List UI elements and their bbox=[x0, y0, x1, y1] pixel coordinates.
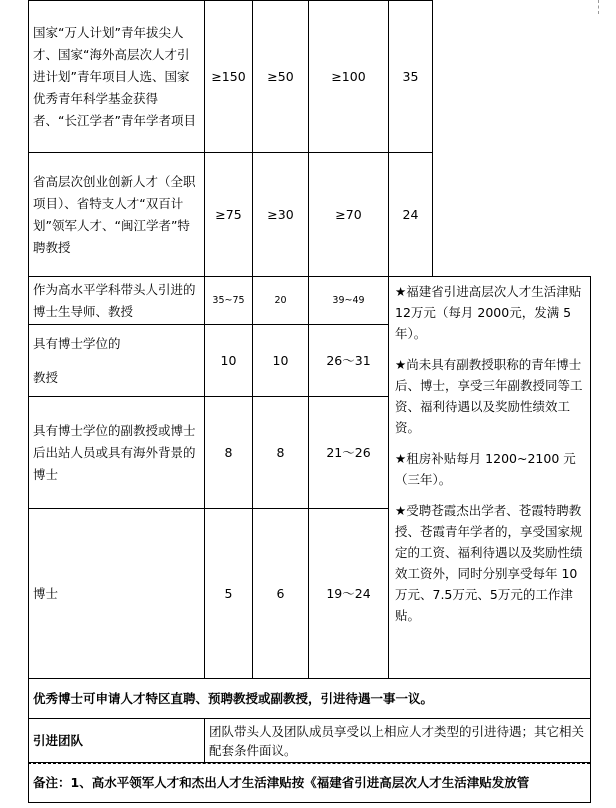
category-cell: 博士 bbox=[29, 509, 205, 679]
value-cell: ≥150 bbox=[205, 1, 253, 153]
value-cell: ≥30 bbox=[253, 153, 309, 277]
category-cell bbox=[29, 325, 205, 397]
dashed-edge bbox=[598, 0, 599, 14]
value-cell: 24 bbox=[389, 153, 433, 277]
value-cell: 21～26 bbox=[309, 397, 389, 509]
table-row bbox=[29, 277, 591, 325]
benefits-cell bbox=[389, 277, 591, 679]
value-cell: 8 bbox=[253, 397, 309, 509]
category-cell: 国家“万人计划”青年拔尖人才、国家“海外高层次人才引进计划”青年项目人选、国家优秀青年科学基金获得者、“长江学者”青年学者项目 bbox=[29, 1, 205, 153]
category-line: 教授 bbox=[33, 369, 59, 385]
value-cell: 39~49 bbox=[309, 277, 389, 325]
dashed-divider bbox=[28, 763, 590, 764]
footnote: 备注：1、高水平领军人才和杰出人才生活津贴按《福建省引进高层次人才生活津贴发放管 bbox=[29, 763, 591, 803]
benefit-item: ★受聘苍霞杰出学者、苍霞特聘教授、苍霞青年学者的，享受国家规定的工资、福利待遇以及奖励性绩效工资外，同时分别享受每年 10万元、7.5万元、5万元的工作津贴。 bbox=[395, 503, 583, 623]
value-cell: 6 bbox=[253, 509, 309, 679]
table-row bbox=[29, 763, 591, 803]
value-cell: ≥50 bbox=[253, 1, 309, 153]
category-cell: 省高层次创业创新人才（全职项目）、省特支人才“双百计划”领军人才、“闽江学者”特聘教授 bbox=[29, 153, 205, 277]
team-label: 引进团队 bbox=[29, 719, 205, 763]
benefit-item: ★租房补贴每月 1200~2100 元（三年）。 bbox=[395, 451, 576, 487]
value-cell: 10 bbox=[253, 325, 309, 397]
team-description: 团队带头人及团队成员享受以上相应人才类型的引进待遇；其它相关配套条件面议。 bbox=[205, 719, 591, 763]
value-cell: 20 bbox=[253, 277, 309, 325]
benefit-item: ★福建省引进高层次人才生活津贴 12万元（每月 2000元，发满 5 年）。 bbox=[395, 284, 582, 341]
value-cell: 35 bbox=[389, 1, 433, 153]
table-row bbox=[29, 679, 591, 719]
table-row bbox=[29, 153, 591, 277]
table-row bbox=[29, 1, 591, 153]
value-cell: 10 bbox=[205, 325, 253, 397]
category-line: 具有博士学位的 bbox=[33, 335, 121, 351]
value-cell: 35~75 bbox=[205, 277, 253, 325]
excellent-phd-note: 优秀博士可申请人才特区直聘、预聘教授或副教授，引进待遇一事一议。 bbox=[29, 679, 591, 719]
value-cell: ≥100 bbox=[309, 1, 389, 153]
category-cell: 具有博士学位的副教授或博士后出站人员或具有海外背景的博士 bbox=[29, 397, 205, 509]
table-row bbox=[29, 719, 591, 763]
category-cell: 作为高水平学科带头人引进的博士生导师、教授 bbox=[29, 277, 205, 325]
benefit-item: ★尚未具有副教授职称的青年博士后、博士，享受三年副教授同等工资、福利待遇以及奖励性绩效工资。 bbox=[395, 357, 583, 435]
value-cell: ≥75 bbox=[205, 153, 253, 277]
value-cell: 5 bbox=[205, 509, 253, 679]
value-cell: 26～31 bbox=[309, 325, 389, 397]
value-cell: 19～24 bbox=[309, 509, 389, 679]
value-cell: ≥70 bbox=[309, 153, 389, 277]
value-cell: 8 bbox=[205, 397, 253, 509]
talent-benefits-table bbox=[28, 0, 591, 803]
empty-cell bbox=[433, 1, 591, 153]
empty-cell bbox=[433, 153, 591, 277]
